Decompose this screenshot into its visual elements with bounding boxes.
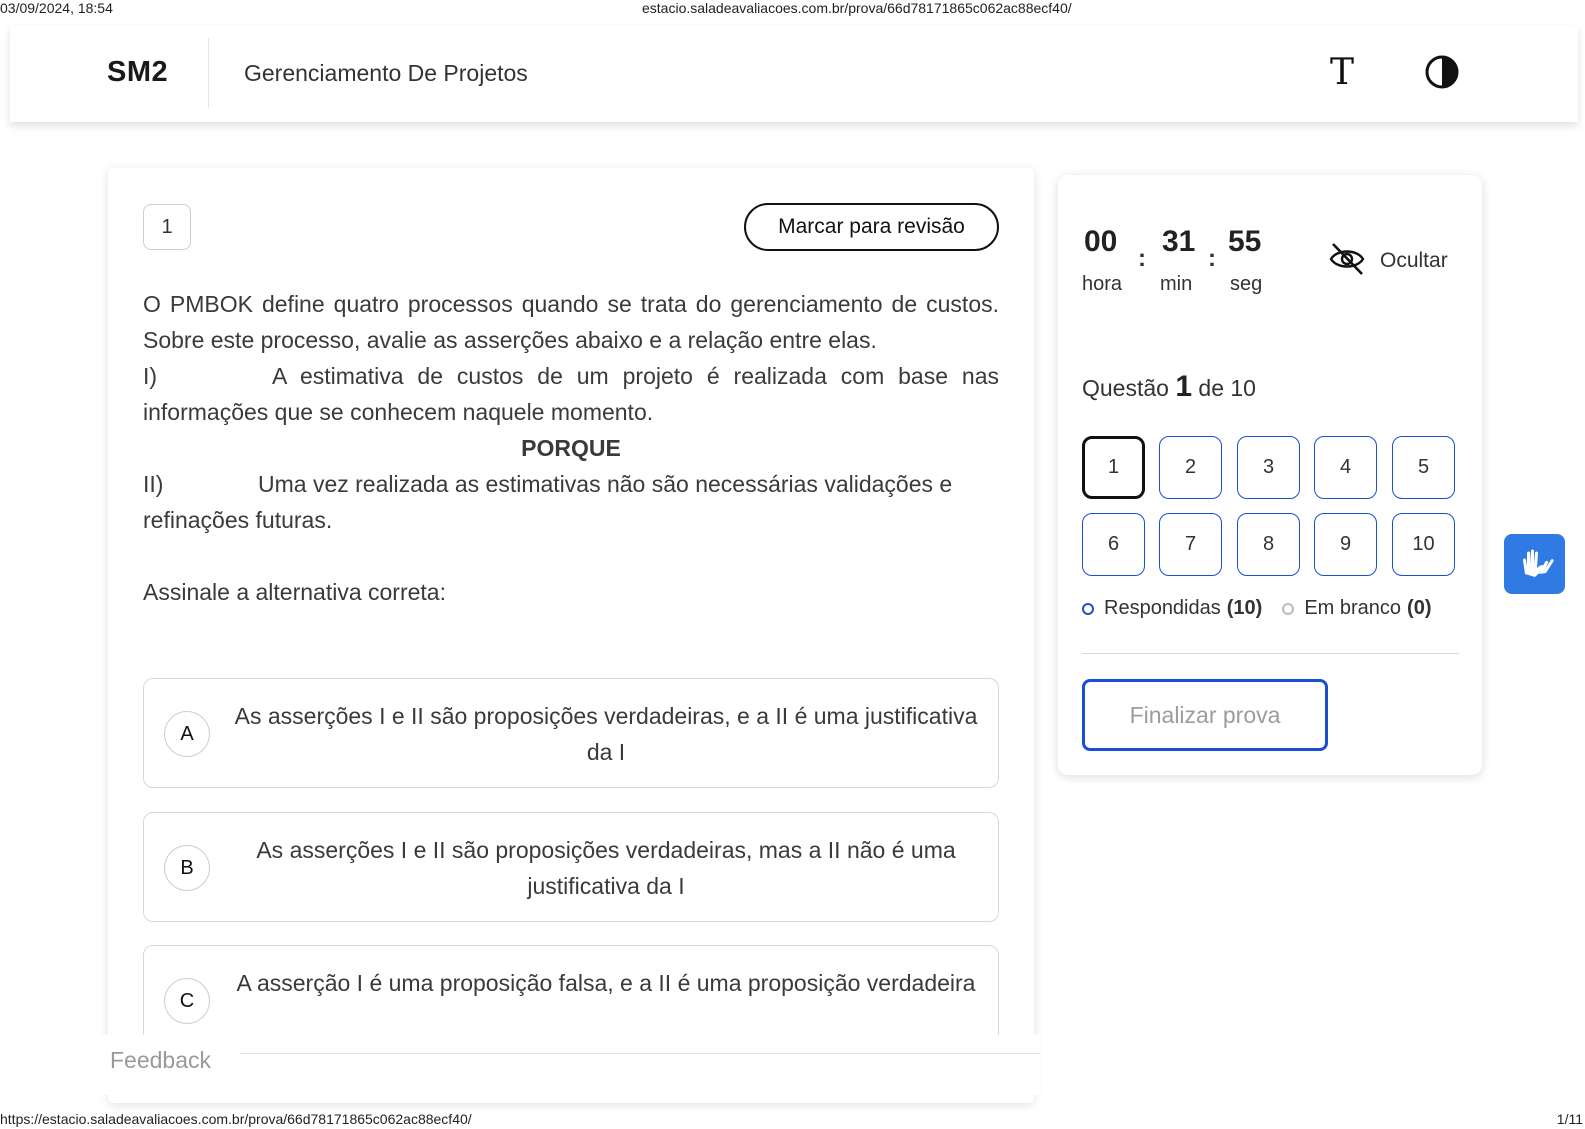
timer-seconds-label: seg xyxy=(1230,273,1263,295)
question-nav-button[interactable]: 8 xyxy=(1237,513,1300,576)
timer-hours: 00 xyxy=(1084,225,1118,258)
option-text: As asserções I e II são proposições verdadeiras, e a II é uma justificativa da I xyxy=(234,703,978,765)
assertion-1-text: A estimativa de custos de um projeto é realizada com base nas informações que se conhecem naquele momento. xyxy=(143,363,999,425)
top-bar xyxy=(10,26,1578,122)
question-nav-button[interactable]: 10 xyxy=(1392,513,1455,576)
legend-blank xyxy=(1282,597,1431,620)
legend-answered xyxy=(1082,597,1262,620)
question-nav-button[interactable]: 5 xyxy=(1392,436,1455,499)
course-title: Gerenciamento De Projetos xyxy=(244,60,528,86)
hide-timer-toggle[interactable] xyxy=(1328,241,1448,281)
print-footer-url: https://estacio.saladeavaliacoes.com.br/prova/66d78171865c062ac88ecf40/ xyxy=(0,1111,472,1127)
timer-minutes-label: min xyxy=(1160,273,1193,295)
legend-answered-label: Respondidas xyxy=(1104,597,1221,619)
blank-dot-icon xyxy=(1282,603,1294,615)
assertion-connector: PORQUE xyxy=(521,435,621,461)
mark-for-review-button[interactable]: Marcar para revisão xyxy=(744,203,999,251)
print-header xyxy=(0,0,1585,16)
assertion-1-label: I) xyxy=(143,363,158,389)
option-letter: B xyxy=(164,845,210,891)
legend-answered-count: (10) xyxy=(1226,597,1263,619)
question-counter-current: 1 xyxy=(1175,370,1193,403)
timer-separator: : xyxy=(1138,245,1146,272)
print-footer xyxy=(0,1111,1585,1129)
question-nav-button[interactable]: 2 xyxy=(1159,436,1222,499)
question-card xyxy=(108,168,1034,1103)
assertion-1 xyxy=(143,358,999,430)
question-nav-button[interactable]: 4 xyxy=(1314,436,1377,499)
question-nav-button[interactable]: 3 xyxy=(1237,436,1300,499)
hide-timer-label: Ocultar xyxy=(1380,249,1448,272)
option-text: As asserções I e II são proposições verdadeiras, mas a II não é uma justificativa da I xyxy=(256,837,956,899)
exam-side-panel xyxy=(1058,175,1482,775)
option-letter: C xyxy=(164,978,210,1024)
question-counter-prefix: Questão xyxy=(1082,375,1169,401)
question-counter xyxy=(1082,370,1256,404)
assertion-2-label: II) xyxy=(143,471,164,497)
option-b[interactable] xyxy=(143,812,999,922)
feedback-divider xyxy=(240,1053,1040,1054)
feedback-bar xyxy=(100,1035,1040,1095)
question-text xyxy=(143,286,999,610)
assertion-2-text: Uma vez realizada as estimativas não são necessárias validações e refinações futuras. xyxy=(143,471,953,533)
timer-minutes: 31 xyxy=(1162,225,1196,258)
legend-blank-count: (0) xyxy=(1407,597,1432,619)
question-nav-button[interactable]: 1 xyxy=(1082,436,1145,499)
header-divider xyxy=(208,38,209,108)
print-header-url: estacio.saladeavaliacoes.com.br/prova/66d78171865c062ac88ecf40/ xyxy=(642,0,1072,16)
eye-off-icon xyxy=(1328,240,1366,283)
question-nav-button[interactable]: 9 xyxy=(1314,513,1377,576)
hands-sign-language-icon[interactable] xyxy=(1504,534,1565,594)
option-letter: A xyxy=(164,711,210,757)
print-datetime: 03/09/2024, 18:54 xyxy=(0,0,113,16)
timer-hours-label: hora xyxy=(1082,273,1123,295)
question-intro: O PMBOK define quatro processos quando se trata do gerenciamento de custos. Sobre este processo, avalie as asserções abaixo e a relação entre elas. xyxy=(143,291,999,353)
option-text: A asserção I é uma proposição falsa, e a II é uma proposição verdadeira xyxy=(236,970,976,996)
answer-legend xyxy=(1082,597,1432,620)
contrast-icon[interactable] xyxy=(1420,50,1464,94)
finish-exam-button[interactable]: Finalizar prova xyxy=(1082,679,1328,751)
option-a[interactable] xyxy=(143,678,999,788)
question-nav-button[interactable]: 7 xyxy=(1159,513,1222,576)
question-instruction: Assinale a alternativa correta: xyxy=(143,579,446,605)
assertion-2 xyxy=(143,466,999,538)
question-number: 1 xyxy=(143,204,191,250)
print-page-number: 1/11 xyxy=(1556,1111,1583,1127)
logo: SM2 xyxy=(107,56,169,88)
timer-seconds: 55 xyxy=(1228,225,1262,258)
legend-blank-label: Em branco xyxy=(1304,597,1402,619)
timer-separator: : xyxy=(1208,245,1216,272)
feedback-label[interactable]: Feedback xyxy=(110,1047,212,1073)
font-size-icon[interactable]: T xyxy=(1329,51,1354,93)
answered-dot-icon xyxy=(1082,603,1094,615)
question-counter-total: de 10 xyxy=(1198,375,1256,401)
side-divider xyxy=(1082,653,1459,654)
question-nav-button[interactable]: 6 xyxy=(1082,513,1145,576)
